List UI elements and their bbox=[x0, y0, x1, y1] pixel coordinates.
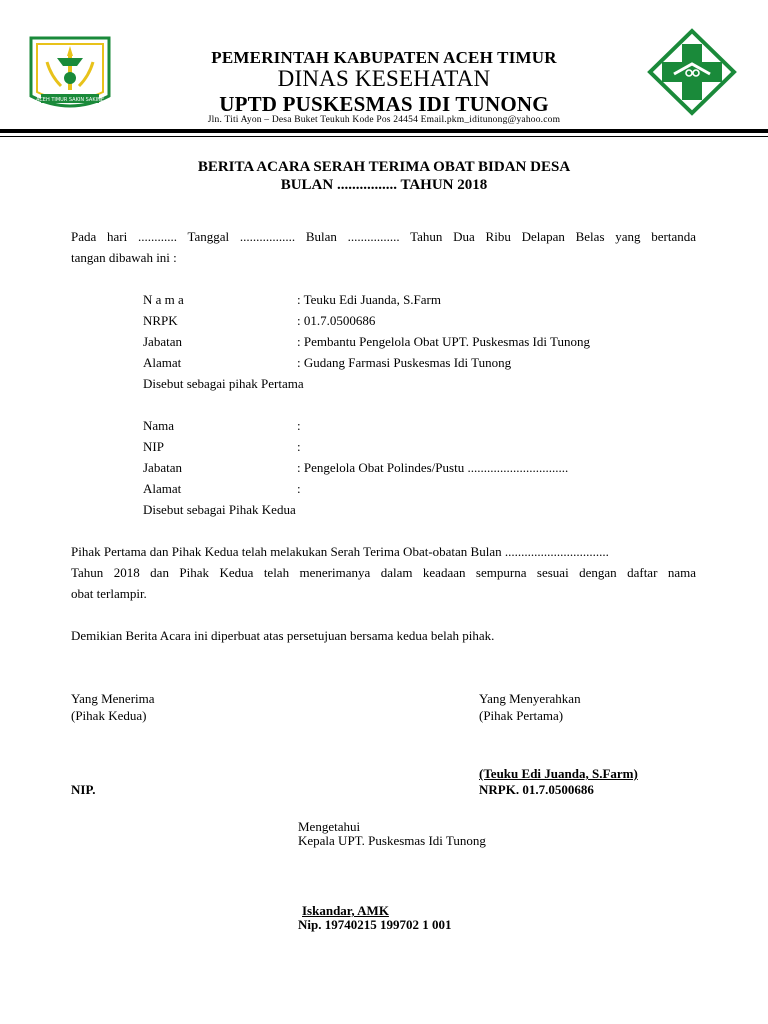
aceh-timur-emblem-logo bbox=[27, 32, 113, 112]
receiver-label: Yang Menerima bbox=[71, 691, 155, 706]
handover-paragraph-line-3: obat terlampir. bbox=[71, 586, 147, 601]
party1-position-value: : Pembantu Pengelola Obat UPT. Puskesmas Idi Tunong bbox=[297, 334, 590, 349]
party2-position-value: : Pengelola Obat Polindes/Pustu ............................... bbox=[297, 460, 569, 475]
emblem-banner-text: ACEH TIMUR SAKIN SAKINE bbox=[35, 97, 105, 103]
party1-address-value: : Gudang Farmasi Puskesmas Idi Tunong bbox=[297, 355, 512, 370]
letterhead-rule-thick bbox=[0, 129, 768, 133]
approver-nip: Nip. 19740215 199702 1 001 bbox=[298, 917, 452, 932]
handover-paragraph-line-2: Tahun 2018 dan Pihak Kedua telah menerimanya dalam keadaan sempurna sesuai dengan daftar nama bbox=[71, 565, 696, 580]
party2-name-value: : bbox=[297, 418, 301, 433]
party2-address-label: Alamat bbox=[143, 481, 182, 496]
document-title: BERITA ACARA SERAH TERIMA OBAT BIDAN DESA bbox=[197, 159, 571, 175]
receiver-role: (Pihak Kedua) bbox=[71, 708, 147, 723]
party2-nip-label: NIP bbox=[143, 439, 164, 454]
closing-paragraph: Demikian Berita Acara ini diperbuat atas persetujuan bersama kedua belah pihak. bbox=[71, 628, 495, 643]
party1-name-label: N a m a bbox=[143, 292, 184, 307]
party2-address-value: : bbox=[297, 481, 301, 496]
puskesmas-logo bbox=[646, 28, 738, 116]
letterhead-address: Jln. Titi Ayon – Desa Buket Teukuh Kode Pos 24454 Email.pkm_iditunong@yahoo.com bbox=[207, 115, 561, 125]
giver-nrpk: NRPK. 01.7.0500686 bbox=[479, 782, 594, 797]
party2-nip-value: : bbox=[297, 439, 301, 454]
letterhead-government: PEMERINTAH KABUPATEN ACEH TIMUR bbox=[211, 48, 557, 67]
handover-paragraph-line-1: Pihak Pertama dan Pihak Kedua telah melakukan Serah Terima Obat-obatan Bulan ................................ bbox=[71, 544, 609, 559]
party1-designation: Disebut sebagai pihak Pertama bbox=[143, 376, 304, 391]
document-period: BULAN ................ TAHUN 2018 bbox=[280, 177, 488, 193]
approval-role: Kepala UPT. Puskesmas Idi Tunong bbox=[298, 833, 486, 848]
letterhead-institution: UPTD PUSKESMAS IDI TUNONG bbox=[219, 92, 549, 116]
giver-label: Yang Menyerahkan bbox=[479, 691, 581, 706]
party2-position-label: Jabatan bbox=[143, 460, 182, 475]
approval-label: Mengetahui bbox=[298, 819, 361, 834]
letterhead-rule-thin bbox=[0, 136, 768, 137]
party1-position-label: Jabatan bbox=[143, 334, 182, 349]
party2-designation: Disebut sebagai Pihak Kedua bbox=[143, 502, 296, 517]
party1-address-label: Alamat bbox=[143, 355, 182, 370]
letterhead-department: DINAS KESEHATAN bbox=[277, 66, 491, 91]
party1-nrpk-value: : 01.7.0500686 bbox=[297, 313, 376, 328]
giver-role: (Pihak Pertama) bbox=[479, 708, 564, 723]
receiver-nip: NIP. bbox=[71, 782, 96, 797]
party1-name-value: : Teuku Edi Juanda, S.Farm bbox=[297, 292, 442, 307]
intro-line-2: tangan dibawah ini : bbox=[71, 250, 177, 265]
party1-nrpk-label: NRPK bbox=[143, 313, 178, 328]
approver-name: Iskandar, AMK bbox=[302, 903, 389, 918]
party2-name-label: Nama bbox=[143, 418, 175, 433]
giver-signatory-name: (Teuku Edi Juanda, S.Farm) bbox=[479, 766, 638, 781]
intro-line-1: Pada hari ............ Tanggal ................. Bulan ................ Tahun Dua Ribu Delapan Belas yang bertanda bbox=[71, 229, 696, 244]
